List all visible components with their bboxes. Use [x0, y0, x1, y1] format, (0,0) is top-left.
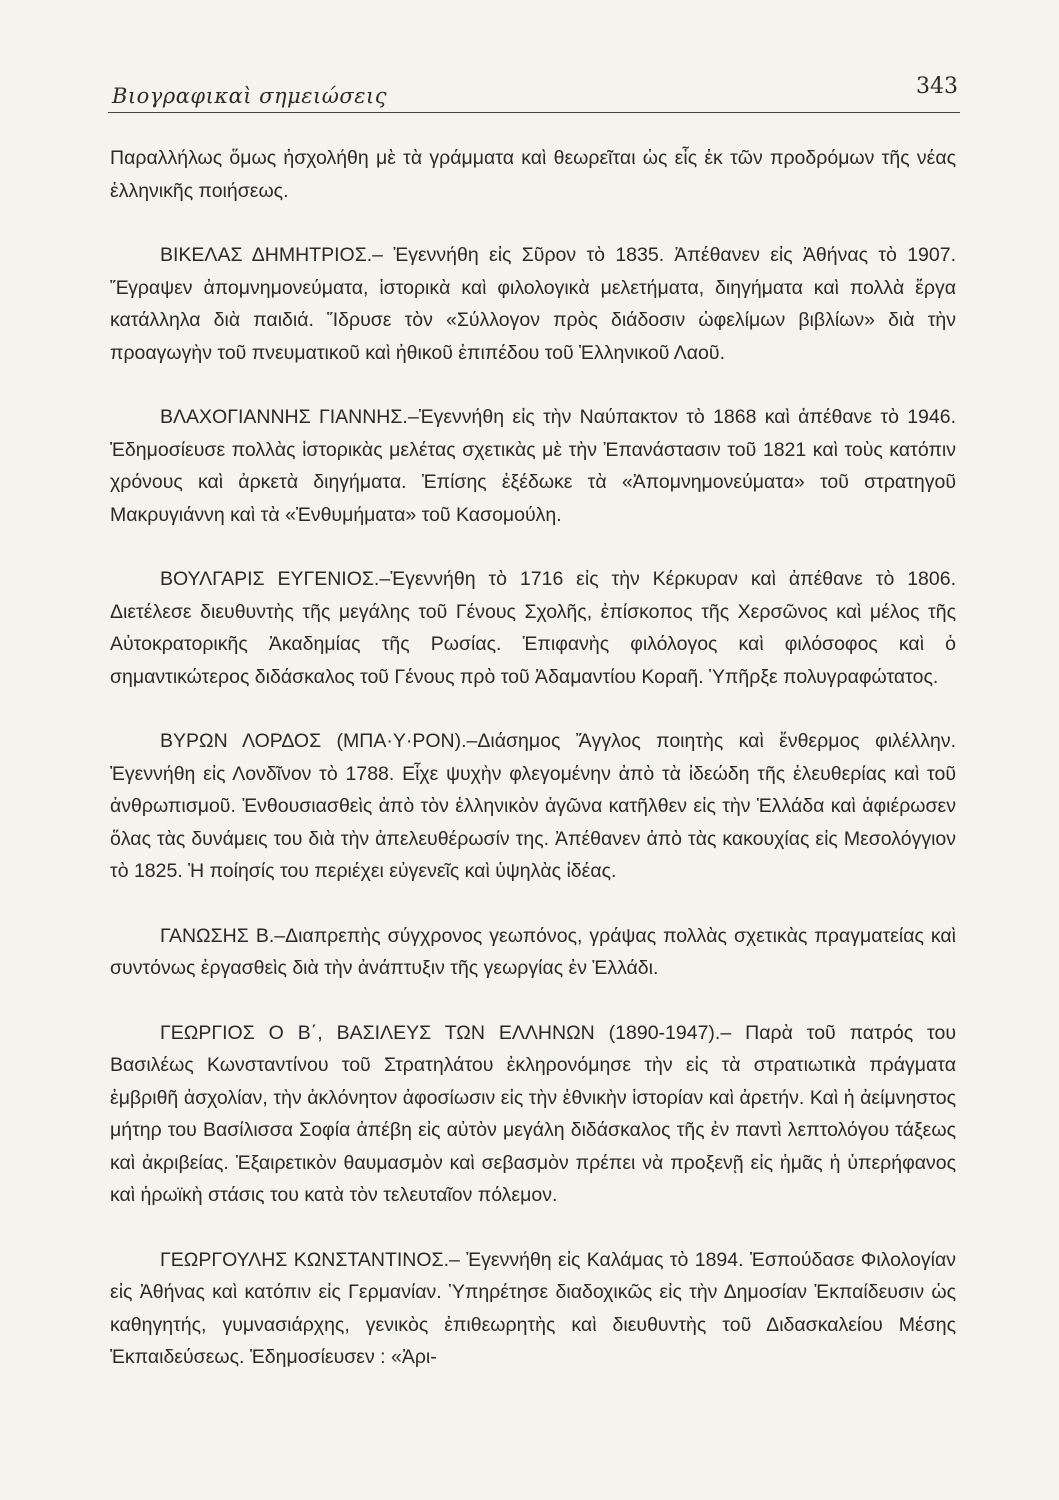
entry-text: Παρὰ τοῦ πατρός του Βασιλέως Κωνσταντίνου τοῦ Στρατηλάτου ἐκληρονόμησε τὴν εἰς τὰ στρατιωτικὰ πράγματα ἐμβριθῆ ἀσχολίαν, τὴν ἀκλόνητον ἀφοσίωσιν εἰς τὴν ἐθνικὴν ἱστορίαν καὶ ἀρετήν. Καὶ ἡ ἀείμνηστος μήτηρ του Βασίλισσα Σοφία ἀπέβη εἰς αὐτὸν μεγάλη διδάσκαλος τῆς ἐν παντὶ λεπτολόγου τάξεως καὶ ἀκριβείας. Ἐξαιρετικὸν θαυμασμὸν καὶ σεβασμὸν πρέπει νὰ προξενῇ εἰς ἡμᾶς ἡ ὑπερήφανος καὶ ἡρωϊκὴ στάσις του κατὰ τὸν τελευταῖον πόλεμον.: [110, 1021, 956, 1206]
entry-continuation: [110, 142, 956, 207]
entry-byron: [110, 725, 956, 888]
entry-georgios-b: [110, 1017, 956, 1212]
page-header: [108, 72, 960, 113]
entry-ganosis: [110, 920, 956, 985]
entry-vlachogiannis: [110, 401, 956, 531]
entry-text: Παραλλήλως ὅμως ἠσχολήθη μὲ τὰ γράμματα καὶ θεωρεῖται ὡς εἷς ἐκ τῶν προδρόμων τῆς νέας ἑλληνικῆς ποιήσεως.: [110, 147, 956, 202]
entry-heading: ΓΕΩΡΓΟΥΛΗΣ ΚΩΝΣΤΑΝΤΙΝΟΣ.–: [160, 1248, 460, 1271]
entry-heading: ΒΛΑΧΟΓΙΑΝΝΗΣ ΓΙΑΝΝΗΣ.–: [160, 406, 419, 428]
entry-text: Ἐγεννήθη εἰς Σῦρον τὸ 1835. Ἀπέθανεν εἰς Ἀθήνας τὸ 1907. Ἔγραψεν ἀπομνημονεύματα, ἱστορικὰ καὶ φιλολογικὰ μελετήματα, διηγήματα καὶ πολλὰ ἔργα κατάλληλα διὰ παιδιά. Ἵδρυσε τὸν «Σύλλογον πρὸς διάδοσιν ὠφελίμων βιβλίων» διὰ τὴν προαγωγὴν τοῦ πνευματικοῦ καὶ ἠθικοῦ ἐπιπέδου τοῦ Ἑλληνικοῦ Λαοῦ.: [110, 244, 956, 364]
entry-heading: ΓΕΩΡΓΙΟΣ Ο Β΄, ΒΑΣΙΛΕΥΣ ΤΩΝ ΕΛΛΗΝΩΝ (1890-1947).–: [160, 1021, 732, 1044]
page-number: 343: [916, 74, 958, 99]
page-body: [110, 142, 956, 1374]
entry-heading: ΒΟΥΛΓΑΡΙΣ ΕΥΓΕΝΙΟΣ.–: [160, 568, 391, 590]
entry-vikelas: [110, 239, 956, 369]
entry-georgoulis: [110, 1244, 956, 1374]
entry-text: Ἐγεννήθη εἰς τὴν Ναύπακτον τὸ 1868 καὶ ἀπέθανε τὸ 1946. Ἐδημοσίευσε πολλὰς ἱστορικὰς μελέτας σχετικὰς μὲ τὴν Ἐπανάστασιν τοῦ 1821 καὶ τοὺς κατόπιν χρόνους καὶ ἀρκετὰ διηγήματα. Ἐπίσης ἐξέδωκε τὰ «Ἀπομνημονεύματα» τοῦ στρατηγοῦ Μακρυγιάννη καὶ τὰ «Ἐνθυμήματα» τοῦ Κασομούλη.: [110, 406, 956, 526]
entry-text: Διαπρεπὴς σύγχρονος γεωπόνος, γράψας πολλὰς σχετικὰς πραγματείας καὶ συντόνως ἐργασθεὶς διὰ τὴν ἀνάπτυξιν τῆς γεωργίας ἐν Ἑλλάδι.: [110, 924, 956, 979]
entry-text: Διάσημος Ἄγγλος ποιητὴς καὶ ἔνθερμος φιλέλλην. Ἐγεννήθη εἰς Λονδῖνον τὸ 1788. Εἶχε ψυχὴν φλεγομένην ἀπὸ τὰ ἰδεώδη τῆς ἐλευθερίας καὶ τοῦ ἀνθρωπισμοῦ. Ἐνθουσιασθεὶς ἀπὸ τὸν ἑλληνικὸν ἀγῶνα κατῆλθεν εἰς τὴν Ἑλλάδα καὶ ἀφιέρωσεν ὅλας τὰς δυνάμεις του διὰ τὴν ἀπελευθέρωσίν της. Ἀπέθανεν ἀπὸ τὰς κακουχίας εἰς Μεσολόγγιον τὸ 1825. Ἡ ποίησίς του περιέχει εὐγενεῖς καὶ ὑψηλὰς ἰδέας.: [110, 730, 956, 882]
entry-text: Ἐγεννήθη εἰς Καλάμας τὸ 1894. Ἐσπούδασε Φιλολογίαν εἰς Ἀθήνας καὶ κατόπιν εἰς Γερμανίαν. Ὑπηρέτησε διαδοχικῶς εἰς τὴν Δημοσίαν Ἐκπαίδευσιν ὡς καθηγητής, γυμνασιάρχης, γενικὸς ἐπιθεωρητὴς καὶ διευθυντὴς τοῦ Διδασκαλείου Μέσης Ἐκπαιδεύσεως. Ἐδημοσίευσεν : «Ἀρι-: [110, 1248, 956, 1368]
entry-heading: ΒΙΚΕΛΑΣ ΔΗΜΗΤΡΙΟΣ.–: [160, 244, 384, 266]
entry-text: Ἐγεννήθη τὸ 1716 εἰς τὴν Κέρκυραν καὶ ἀπέθανε τὸ 1806. Διετέλεσε διευθυντὴς τῆς μεγάλης τοῦ Γένους Σχολῆς, ἐπίσκοπος τῆς Χερσῶνος καὶ μέλος τῆς Αὐτοκρατορικῆς Ἀκαδημίας τῆς Ρωσίας. Ἐπιφανὴς φιλόλογος καὶ φιλόσοφος καὶ ὁ σημαντικώτερος διδάσκαλος τοῦ Γένους πρὸ τοῦ Ἀδαμαντίου Κοραῆ. Ὑπῆρξε πολυγραφώτατος.: [110, 568, 956, 688]
entry-voulgaris: [110, 563, 956, 693]
running-title: Βιογραφικαὶ σημειώσεις: [112, 84, 387, 108]
entry-heading: ΒΥΡΩΝ ΛΟΡΔΟΣ (ΜΠΑ·Υ·ΡΟΝ).–: [160, 730, 478, 752]
entry-heading: ΓΑΝΩΣΗΣ Β.–: [160, 924, 286, 947]
